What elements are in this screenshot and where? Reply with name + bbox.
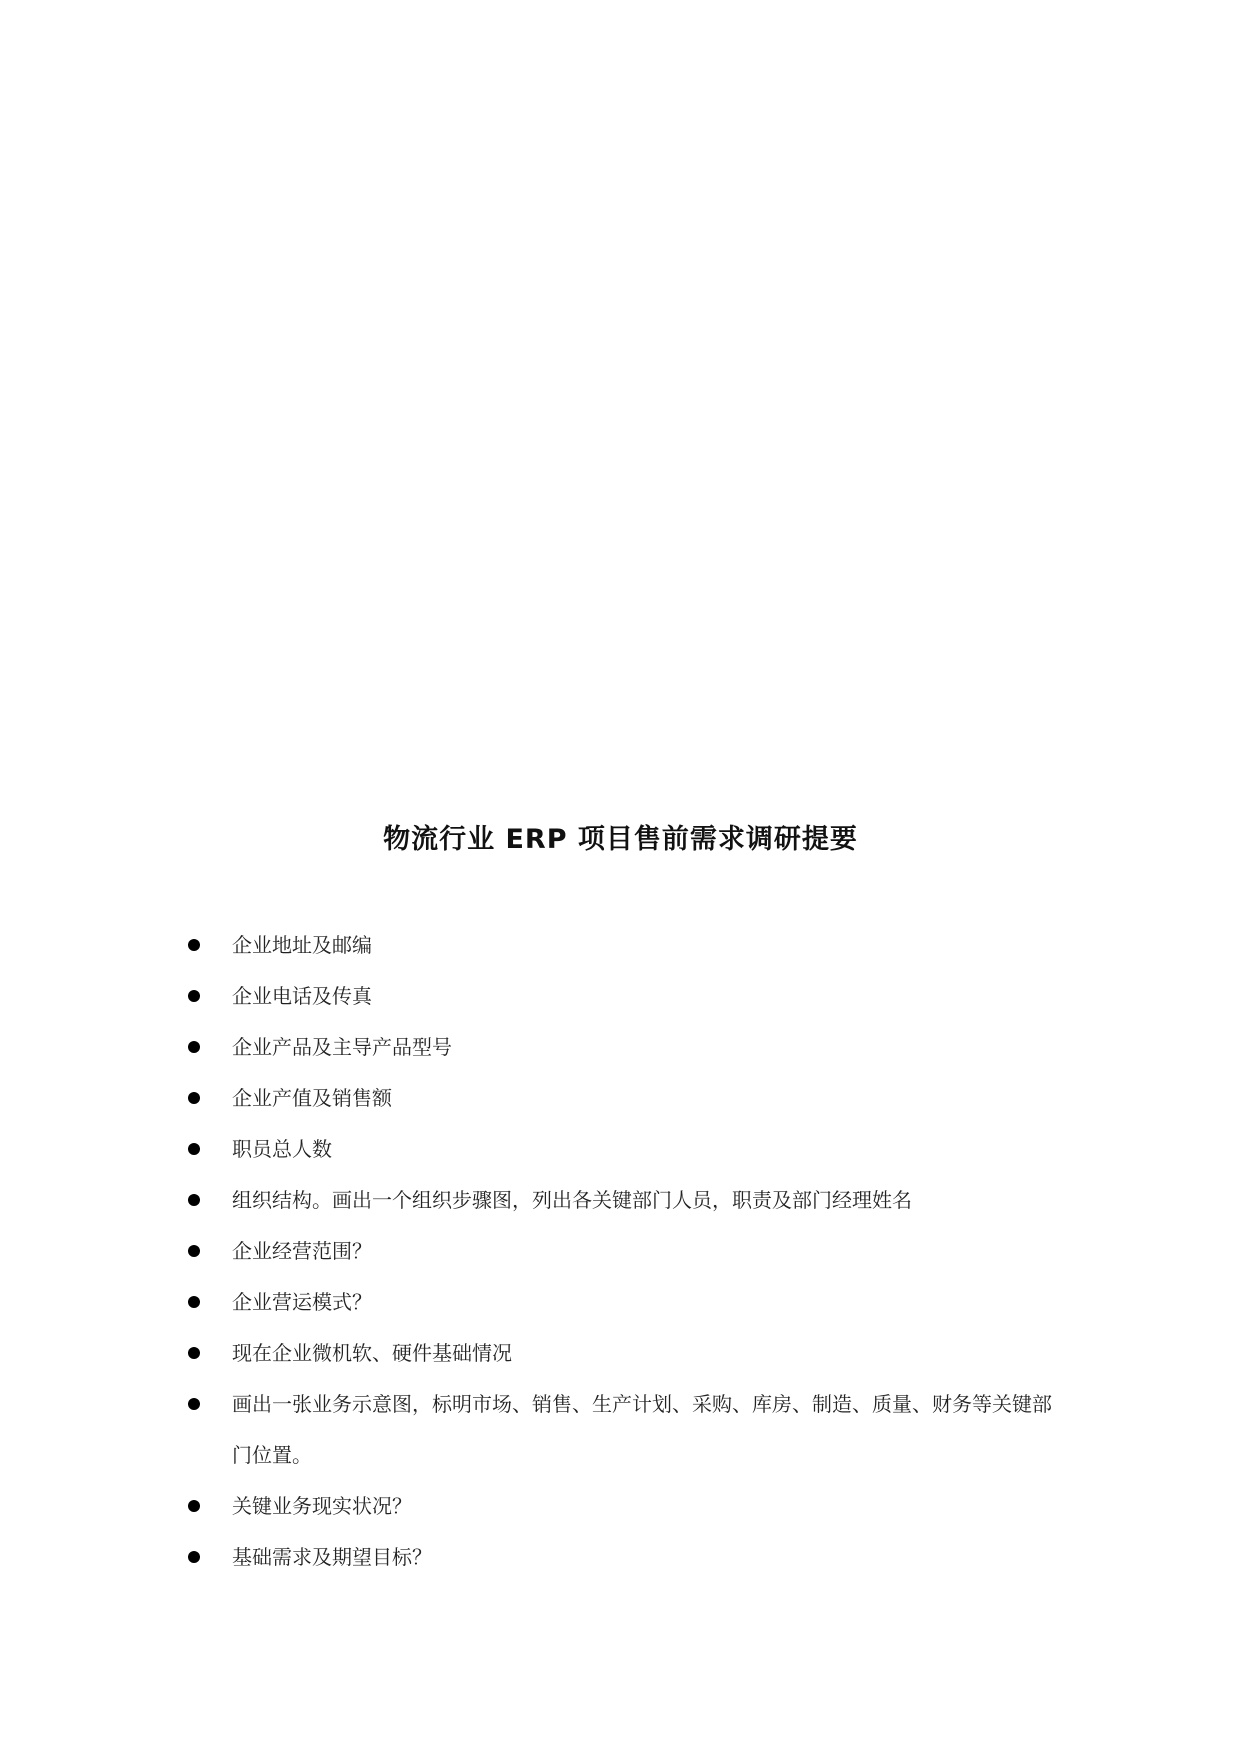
list-item [188,1481,1068,1532]
list-item [188,1226,1068,1277]
list-item-text: 企业营运模式？ [232,1290,372,1314]
list-item-text: 组织结构。画出一个组织步骤图，列出各关键部门人员，职责及部门经理姓名 [232,1188,912,1212]
bullet-icon [188,1143,200,1155]
list-item-text: 企业产值及销售额 [232,1086,392,1110]
bullet-icon [188,1551,200,1563]
list-item [188,1379,1068,1481]
list-item [188,920,1068,971]
list-item-text: 企业电话及传真 [232,984,372,1008]
list-item [188,971,1068,1022]
list-item [188,1532,1068,1583]
document-title: 物流行业 ERP 项目售前需求调研提要 [383,824,858,855]
requirements-list [188,920,1068,1583]
list-item [188,1022,1068,1073]
list-item-text: 企业地址及邮编 [232,933,372,957]
bullet-icon [188,1398,200,1410]
bullet-icon [188,1500,200,1512]
bullet-icon [188,1347,200,1359]
list-item-text: 企业经营范围？ [232,1239,372,1263]
list-item-text: 基础需求及期望目标？ [232,1545,432,1569]
list-item [188,1328,1068,1379]
bullet-icon [188,1296,200,1308]
list-item [188,1175,1068,1226]
list-item-text: 关键业务现实状况？ [232,1494,412,1518]
list-item [188,1277,1068,1328]
list-item-text: 现在企业微机软、硬件基础情况 [232,1341,512,1365]
bullet-icon [188,990,200,1002]
list-item [188,1124,1068,1175]
list-item-text: 画出一张业务示意图，标明市场、销售、生产计划、采购、库房、制造、质量、财务等关键部门位置。 [232,1392,1052,1467]
list-item-text: 职员总人数 [232,1137,332,1161]
list-item [188,1073,1068,1124]
bullet-icon [188,1194,200,1206]
bullet-icon [188,1092,200,1104]
bullet-icon [188,1245,200,1257]
bullet-icon [188,1041,200,1053]
list-item-text: 企业产品及主导产品型号 [232,1035,452,1059]
bullet-icon [188,939,200,951]
